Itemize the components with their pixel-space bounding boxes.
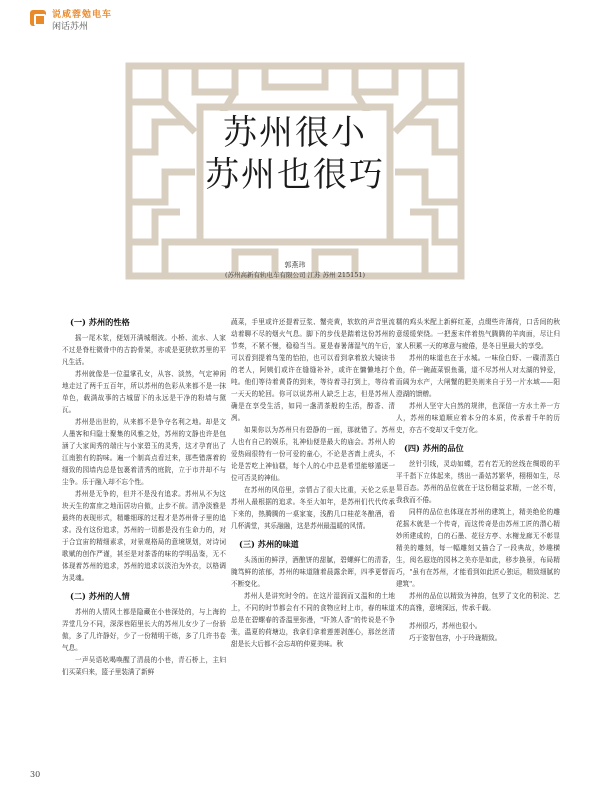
article-title-line1: 苏州很小 [223, 113, 367, 153]
body-paragraph: 摇一尾木浆，便划开满城烟波。小桥、流水、人家不过是脊柱微骨中的古韵骨架，亦或是更狭软苏里的平凡生活。 [62, 334, 226, 366]
magazine-title: 说咸蓉勉电车 [52, 10, 113, 20]
magazine-logo-icon [30, 10, 46, 26]
author-affiliation: (苏州高新有轨电车有限公司 江苏 苏州 215151) [224, 271, 366, 279]
section-heading: (一) 苏州的性格 [70, 317, 130, 327]
page-number: 30 [30, 770, 41, 779]
body-paragraph: 头汤面的鲜浮，酒酿饼的甜腻，碧螺鲜仁的清香，腌笃鲜的浓郁，苏州的味道随着晨露余晖，四季更替而不断变化。 [231, 556, 395, 588]
body-paragraph: 苏州的人情风土都是隐藏在小巷深处的，与上海的弄堂几分不同，深深巷陌里长大的苏州儿女少了一份骄傲，多了几许静好，少了一份精明干练，多了几许书卷气息。 [62, 608, 226, 652]
column-2 [231, 316, 395, 650]
body-paragraph: 苏州人是讲究时令的。在这片湿润而又温和的土地上，不同的时节都会有不同的食物应时上市，春的味道总是在碧螺春的香温里弥漫，"吓煞人香"的传说是不争张，温夏的荷塘边，我拿们拿着莲莲剥莲心，那丝丝清甜是长大后都不会忘却的仲夏美味。秋 [231, 592, 395, 648]
article-title-line2: 苏州也很巧 [205, 155, 385, 195]
body-paragraph: 丝针引线，灵动如蝶，若有若无的丝线在绸缎的平平千指下立体起来，绣出一番姑苏繁华，栩栩如生，尽显百态。苏州的品位就在于这份精益求精，一丝不苟，我我而不倦。 [396, 460, 560, 504]
body-paragraph: 同样的品位也体现在苏州的建筑上，精美绝伦的雕花摇木就是一个传奇，而这传奇是由苏州工匠的潜心精妙所建成的，白的石墨、花径方亭、水榭龙廊无不彰显精美的雕刻，每一幅雕刻又描合了一段典故，妙趣横生，阅名遐迩的园林之美亦是如此，移步换景，布局精巧，"虽有在苏州，才能看到如此匠心独运，精致细腻的建筑"。 [396, 508, 560, 588]
body-paragraph: 苏州很巧，苏州也很小。 [409, 622, 482, 630]
body-paragraph: 苏州的味道也在于水城。一味俭白虾、一碟清蒸白鱼，佯一碗蔬菜银鱼羹，道不尽苏州人对太湖的钟爱，而阔为水产，大闸蟹的肥美则来自于另一片水域——阳澄湖的馈赠。 [396, 354, 560, 398]
body-paragraph: 苏州是无争的，但并不是没有追求。苏州从不为这块天生的富庶之地而居功自傲，止步不前。清净淡雅是最终的表现形式，精雕细琢的过程才是苏州骨子里的追求。没有这份追求，苏州的一切都是没有生命力的，对于合宜宙的精细素求，对景观格局的意境规划，对诗词歌赋的创作严谨，甚至是对茶香的味的学明品鉴，无不体现着苏州的追求，苏州的追求以淡泊为外衣，以格调为灵魂。 [62, 490, 226, 582]
body-paragraph: 苏州就像是一位温掌孔女，从容、淡然，气定神闲地走过了两千五百年，所以苏州的色彩从来都不是一抹单色，载满故事的古城留下的永远是干净的粉墙与黛瓦。 [62, 370, 226, 414]
section-heading: (四) 苏州的品位 [404, 443, 464, 453]
section-label: 闲话苏州 [52, 22, 89, 32]
column-3 [396, 316, 560, 644]
section-heading: (三) 苏州的味道 [239, 539, 299, 549]
body-paragraph: 苏州的品位以精致为神韵，包罗了文化的积淀、艺术的高雅，意境深远，传承千载。 [396, 592, 560, 612]
body-paragraph: 糯的鸡头米配上新鲜红菱，点缀些许薄荷，口舌间的秋意缓缓荣绕。一把葱末伴着热气腾腾的羊肉面，尽让归家人积累一天的寒意与疲倦，是冬日里最大的享受。 [396, 318, 560, 350]
body-paragraph: 如果你以为苏州只有碧静的一面，那就错了。苏州人也有自己的娱乐，礼神仙便是最大的庙会。苏州人的爱热闹很特有一份可爱的童心，不论是吝啬上虎头，不论是苦吃上神仙糕，每个人的心中总是希望能够遁逐一位可否灵的神仙。 [231, 426, 395, 482]
title-lattice-frame [125, 62, 465, 280]
author-name: 郭燕玮 [284, 261, 306, 269]
body-paragraph: 在苏州的风俗里，亲情占了很大比重，天伦之乐是苏州人最根据的追求。冬至大如年，是苏州们代代传承下来的，热腾腾的一桌家宴，浅酌几口桂花冬酿酒，看几杯满堂，其乐融融，这是苏州最温暖的风情。 [231, 486, 395, 530]
body-paragraph: 苏州人坚守大自然的规律，也深信一方水土养一方人，苏州的味道顺应着本分的本质，传承着千年的历史，亦古不变却又千变万化。 [396, 402, 560, 434]
column-1 [62, 316, 226, 678]
body-paragraph: 一声吴语吆喝唤醒了清晨的小巷，青石桥上，主妇们买菜归来，篮子里装满了新鲜 [62, 656, 226, 676]
body-paragraph: 巧于姿智包容，小于玲珑精致。 [409, 634, 502, 642]
body-paragraph: 苏州是出世的，从来都不是争夺名利之地。却是文人墨客和归隐士聚集的风雅之处，苏州的文静也许是包涵了大家闺秀的端庄与小家碧玉的灵秀，这才孕育出了江南独有的韵味。遍一个制高点看过来，那些错落着的细致的园墙内总是包裹着清秀的庭院，立于市井却不与尘争。乐于融入却不忘个性。 [62, 418, 226, 486]
body-paragraph: 蔬菜，手里或许还提着豆浆、蟹壳黄，软软的声音里流动着聊不尽的烟火气息。脚下的步伐是踏着这份苏州的节奏，不紧不慢，稳稳当当。夏是春暑薄湿气的午后，可以看到提着鸟笼的怡拍，也可以看到拿着放大镜读书的老人，阿姨们或许在缝缝补补，或许在慵懒地打个吨。他们等待着黄昏的到来，等待着寻打到上，等待着一天天的轮回。你可以说苏州人缺乏上志，但是苏州人确是在享受生活，如同一盏清茶般的生活，醇香、清冽。 [231, 318, 395, 422]
section-heading: (二) 苏州的人情 [70, 591, 130, 601]
